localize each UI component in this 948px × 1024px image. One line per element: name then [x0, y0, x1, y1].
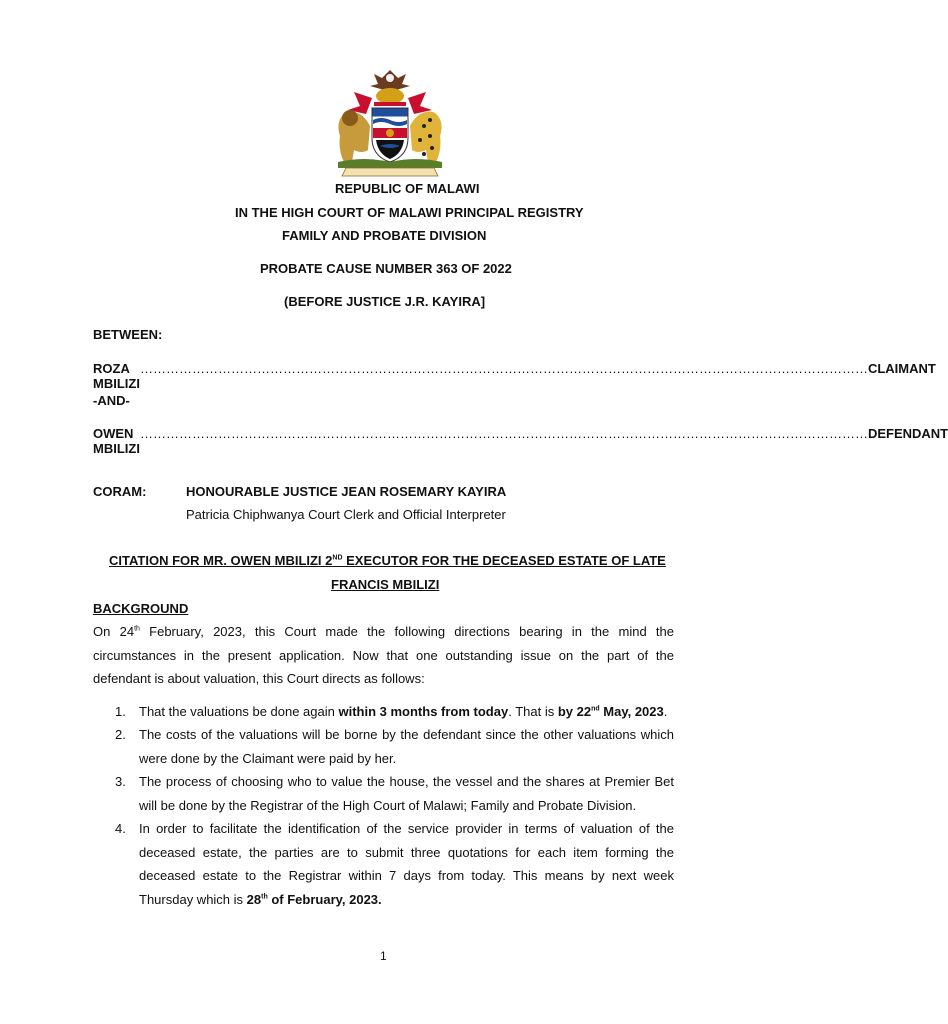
direction-number: 3. [115, 774, 126, 789]
dot-leader: …………………………………………………………………………………………………………………………………………………… [139, 361, 868, 376]
malawi-coat-of-arms-icon [324, 66, 456, 180]
background-heading: BACKGROUND [93, 601, 189, 616]
before-justice: (BEFORE JUSTICE J.R. KAYIRA] [284, 294, 486, 309]
defendant-line [93, 426, 948, 456]
court-heading: IN THE HIGH COURT OF MALAWI PRINCIPAL REGISTRY [235, 205, 584, 220]
between-label: BETWEEN: [93, 327, 163, 342]
division-heading: FAMILY AND PROBATE DIVISION [282, 228, 487, 243]
direction-item-2: The costs of the valuations will be borne by the defendant since the other valuations which were done by the Claimant were paid by her. [139, 727, 674, 766]
direction-item-4: In order to facilitate the identification of the service provider in terms of valuation of the deceased estate, the parties are to submit three quotations for each item forming the deceased estate to the Registrar within 7 days from today. This means by next week Thursday which is 28th of February, 2023. [139, 821, 674, 907]
direction-number: 4. [115, 821, 126, 836]
cause-number: PROBATE CAUSE NUMBER 363 OF 2022 [260, 261, 512, 276]
claimant-name: ROZA MBILIZI [93, 361, 140, 391]
citation-title-line1: CITATION FOR MR. OWEN MBILIZI 2ND EXECUTOR FOR THE DECEASED ESTATE OF LATE [109, 553, 666, 568]
dot-leader: …………………………………………………………………………………………………………………………………………………… [139, 426, 868, 441]
page-number: 1 [380, 949, 387, 963]
direction-number: 1. [115, 704, 126, 719]
republic-heading: REPUBLIC OF MALAWI [335, 181, 480, 196]
claimant-line [93, 361, 936, 391]
citation-title-line2: FRANCIS MBILIZI [331, 577, 440, 592]
coram-judge: HONOURABLE JUSTICE JEAN ROSEMARY KAYIRA [186, 484, 507, 499]
direction-item-1: That the valuations be done again within 3 months from today. That is by 22nd May, 2023. [139, 704, 668, 719]
direction-number: 2. [115, 727, 126, 742]
defendant-role: DEFENDANT [867, 426, 948, 441]
coram-clerk: Patricia Chiphwanya Court Clerk and Official Interpreter [186, 507, 506, 522]
claimant-role: CLAIMANT [867, 361, 936, 376]
direction-item-3: The process of choosing who to value the house, the vessel and the shares at Premier Bet will be done by the Registrar of the High Court of Malawi; Family and Probate Division. [139, 774, 674, 813]
and-separator: -AND- [93, 393, 130, 408]
coram-label: CORAM: [93, 484, 147, 499]
background-paragraph: On 24th February, 2023, this Court made the following directions bearing in the mind the circumstances in the present application. Now that one outstanding issue on the part of the defendant is about valuation, this Court directs as follows: [93, 624, 674, 686]
defendant-name: OWEN MBILIZI [93, 426, 140, 456]
